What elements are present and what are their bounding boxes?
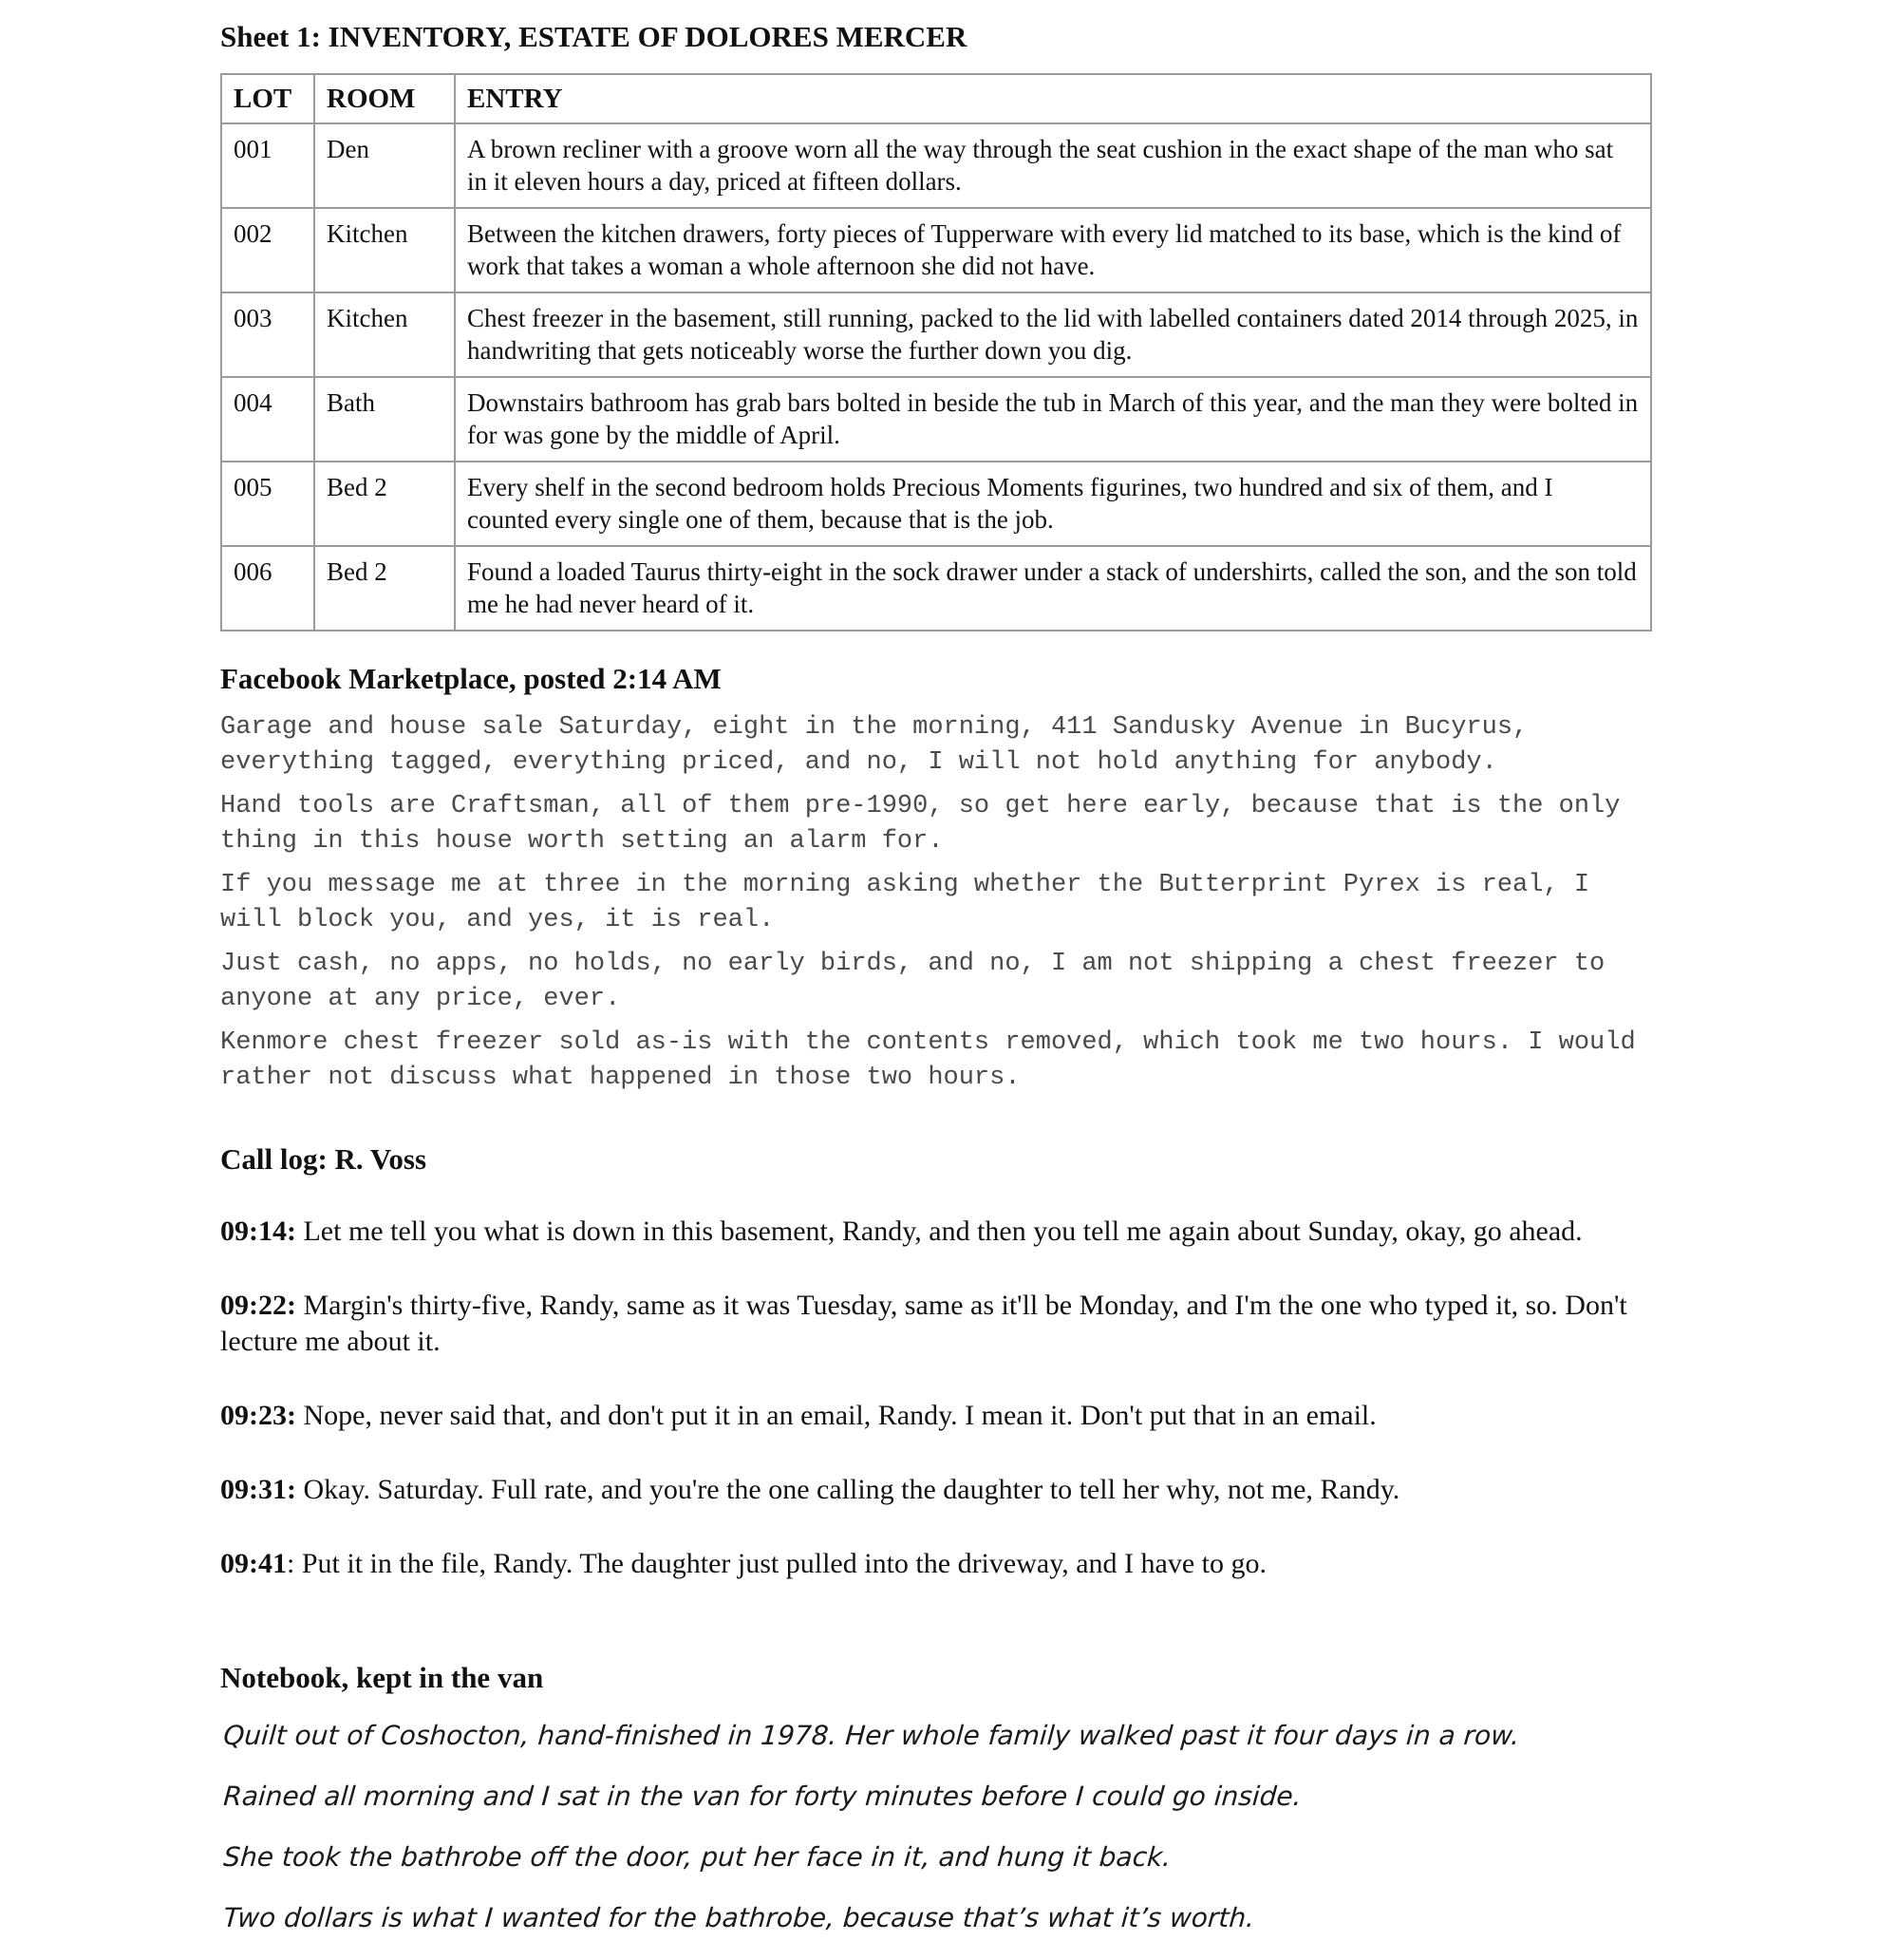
inventory-table xyxy=(220,73,1652,631)
call-log-entry xyxy=(220,1288,1644,1360)
notebook-line: Two dollars is what I wanted for the bathrobe, because that’s what it’s worth. xyxy=(222,1902,1256,1933)
call-text: Let me tell you what is down in this basement, Randy, and then you tell me again about Sunday, okay, go ahead. xyxy=(295,1216,1583,1247)
post-paragraph: Garage and house sale Saturday, eight in the morning, 411 Sandusky Avenue in Bucyrus, everything tagged, everything priced, and no, I will not hold anything for anybody. xyxy=(220,713,1529,777)
notebook-lines xyxy=(222,1717,1646,1960)
notebook-line: Rained all morning and I sat in the van for forty minutes before I could go inside. xyxy=(222,1781,1303,1812)
entry-cell: Chest freezer in the basement, still running, packed to the lid with labelled containers dated 2014 through 2025, in handwriting that gets noticeably worse the further down you dig. xyxy=(455,292,1651,377)
lot-cell: 005 xyxy=(221,462,314,546)
entry-cell: Between the kitchen drawers, forty pieces of Tupperware with every lid matched to its base, which is the kind of work that takes a woman a whole afternoon she did not have. xyxy=(455,208,1651,292)
room-cell: Bath xyxy=(314,377,455,462)
post-paragraph: Hand tools are Craftsman, all of them pre-1990, so get here early, because that is the only thing in this house worth setting an alarm for. xyxy=(220,792,1621,856)
call-text: : Put it in the file, Randy. The daughter just pulled into the driveway, and I have to go. xyxy=(287,1548,1268,1579)
lot-cell: 006 xyxy=(221,546,314,631)
entry-cell: Found a loaded Taurus thirty-eight in the sock drawer under a stack of undershirts, called the son, and the son told me he had never heard of it. xyxy=(455,546,1651,631)
table-row xyxy=(221,546,1651,631)
call-log-entry xyxy=(220,1214,1644,1250)
post-paragraph: Kenmore chest freezer sold as-is with the contents removed, which took me two hours. I would rather not discuss what happened in those two hours. xyxy=(220,1028,1636,1092)
inventory-header-row xyxy=(221,74,1651,123)
lot-cell: 002 xyxy=(221,208,314,292)
table-row xyxy=(221,292,1651,377)
call-log-entry xyxy=(220,1398,1644,1434)
marketplace-post-title: Facebook Marketplace, posted 2:14 AM xyxy=(220,662,722,695)
marketplace-post-body xyxy=(220,710,1644,1104)
room-column-header: ROOM xyxy=(314,74,455,123)
entry-column-header: ENTRY xyxy=(455,74,1651,123)
room-cell: Bed 2 xyxy=(314,546,455,631)
lot-cell: 001 xyxy=(221,123,314,208)
table-row xyxy=(221,377,1651,462)
call-timestamp: 09:31: xyxy=(220,1474,296,1505)
entry-cell: Downstairs bathroom has grab bars bolted in beside the tub in March of this year, and the man they were bolted in for was gone by the middle of April. xyxy=(455,377,1651,462)
call-text: Okay. Saturday. Full rate, and you're the one calling the daughter to tell her why, not me, Randy. xyxy=(295,1474,1400,1505)
call-log-entry xyxy=(220,1472,1644,1508)
table-row xyxy=(221,462,1651,546)
call-log-title: Call log: R. Voss xyxy=(220,1142,427,1176)
call-text: Nope, never said that, and don't put it in an email, Randy. I mean it. Don't put that in an email. xyxy=(295,1400,1377,1431)
call-log-entry xyxy=(220,1546,1644,1582)
table-row xyxy=(221,123,1651,208)
notebook-title: Notebook, kept in the van xyxy=(220,1661,544,1694)
call-log-entries xyxy=(220,1214,1644,1620)
lot-cell: 004 xyxy=(221,377,314,462)
entry-cell: A brown recliner with a groove worn all the way through the seat cushion in the exact shape of the man who sat in it eleven hours a day, priced at fifteen dollars. xyxy=(455,123,1651,208)
room-cell: Kitchen xyxy=(314,208,455,292)
room-cell: Kitchen xyxy=(314,292,455,377)
entry-cell: Every shelf in the second bedroom holds Precious Moments figurines, two hundred and six of them, and I counted every single one of them, because that is the job. xyxy=(455,462,1651,546)
call-text: Margin's thirty-five, Randy, same as it was Tuesday, same as it'll be Monday, and I'm the one who typed it, so. Don't lecture me about it. xyxy=(220,1290,1627,1357)
call-timestamp: 09:22: xyxy=(220,1290,296,1321)
notebook-line: Quilt out of Coshocton, hand-finished in 1978. Her whole family walked past it four days in a row. xyxy=(222,1720,1521,1751)
room-cell: Bed 2 xyxy=(314,462,455,546)
post-paragraph: If you message me at three in the morning asking whether the Butterprint Pyrex is real, I will block you, and yes, it is real. xyxy=(220,871,1590,934)
notebook-line: She took the bathrobe off the door, put her face in it, and hung it back. xyxy=(222,1841,1173,1873)
call-timestamp: 09:41 xyxy=(220,1548,287,1579)
lot-cell: 003 xyxy=(221,292,314,377)
table-row xyxy=(221,208,1651,292)
room-cell: Den xyxy=(314,123,455,208)
lot-column-header: LOT xyxy=(221,74,314,123)
post-paragraph: Just cash, no apps, no holds, no early birds, and no, I am not shipping a chest freezer to anyone at any price, ever. xyxy=(220,950,1606,1013)
inventory-sheet-title: Sheet 1: INVENTORY, ESTATE OF DOLORES MERCER xyxy=(220,20,967,53)
call-timestamp: 09:14: xyxy=(220,1216,296,1247)
call-timestamp: 09:23: xyxy=(220,1400,296,1431)
